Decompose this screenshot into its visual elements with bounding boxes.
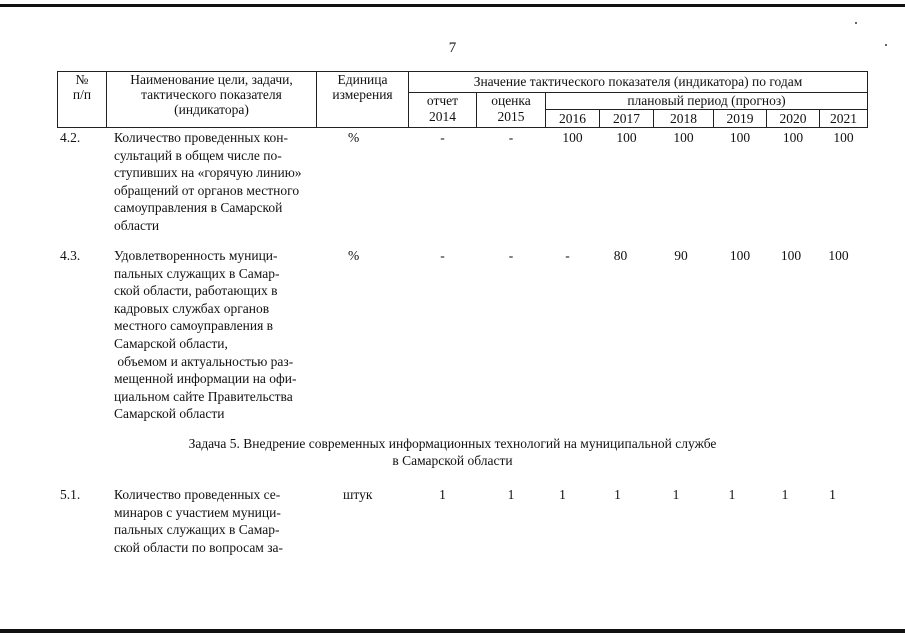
indicator-description: Удовлетворенность муници- пальных служащих в Самар- ской области, работающих в кадровых службах органов местного самоуправления в Самарской области, объемом и актуальностью раз- мещенной информации на офи- циальном сайте Правительства Самарской области (114, 248, 297, 422)
header-report: отчет 2014 (408, 92, 477, 128)
header-year: 2018 (653, 109, 714, 128)
header-year: 2016 (545, 109, 600, 128)
header-estimate: оценка 2015 (476, 92, 546, 128)
header-year: 2020 (766, 109, 820, 128)
plan-value: 100 (729, 248, 751, 263)
row-number: 5.1. (60, 487, 81, 502)
plan-value: 100 (673, 130, 694, 145)
plan-value: 1 (728, 487, 736, 502)
plan-value: 1 (781, 487, 789, 502)
plan-value: 100 (729, 130, 751, 145)
page-number: 7 (448, 40, 457, 56)
plan-value: 1 (614, 487, 621, 502)
plan-value: 1 (672, 487, 680, 502)
header-num: № п/п (57, 71, 107, 128)
top-rule (0, 4, 905, 7)
header-year: 2019 (713, 109, 767, 128)
plan-value: 100 (616, 130, 637, 145)
header-value-title: Значение тактического показателя (индикатора) по годам (408, 71, 868, 93)
plan-value: 1 (559, 487, 566, 502)
unit-cell: % (348, 130, 360, 145)
estimate-value: 1 (507, 487, 515, 502)
header-unit: Единица измерения (316, 71, 409, 128)
unit-cell: штук (343, 487, 373, 502)
estimate-value: - (508, 130, 514, 145)
plan-value: 80 (613, 248, 628, 263)
report-value: 1 (439, 487, 446, 502)
row-number: 4.3. (60, 248, 81, 263)
bottom-rule (0, 629, 905, 633)
plan-value: 100 (780, 248, 802, 263)
estimate-value: - (508, 248, 514, 263)
header-year: 2021 (819, 109, 868, 128)
plan-value: 100 (833, 130, 854, 145)
plan-value: 1 (829, 487, 836, 502)
header-plan-period: плановый период (прогноз) (545, 92, 868, 110)
scan-speck (855, 22, 857, 24)
indicator-description: Количество проведенных се- минаров с участием муници- пальных служащих в Самар- ской области по вопросам за- (114, 487, 284, 555)
indicator-description: Количество проведенных кон- сультаций в общем числе по- ступивших на «горячую линию» обращений от органов местного самоуправления в Самарской области (114, 130, 302, 233)
row-number: 4.2. (60, 130, 81, 145)
header-year: 2017 (599, 109, 654, 128)
plan-value: 100 (828, 248, 849, 263)
task-heading: Задача 5. Внедрение современных информационных технологий на муниципальной службе в Самарской области (188, 436, 717, 468)
plan-value: 100 (562, 130, 583, 145)
plan-value: 100 (782, 130, 804, 145)
plan-value: - (565, 248, 570, 263)
plan-value: 90 (674, 248, 688, 263)
report-value: - (440, 130, 445, 145)
unit-cell: % (348, 248, 360, 263)
report-value: - (440, 248, 445, 263)
header-name: Наименование цели, задачи, тактического показателя (индикатора) (106, 71, 317, 128)
